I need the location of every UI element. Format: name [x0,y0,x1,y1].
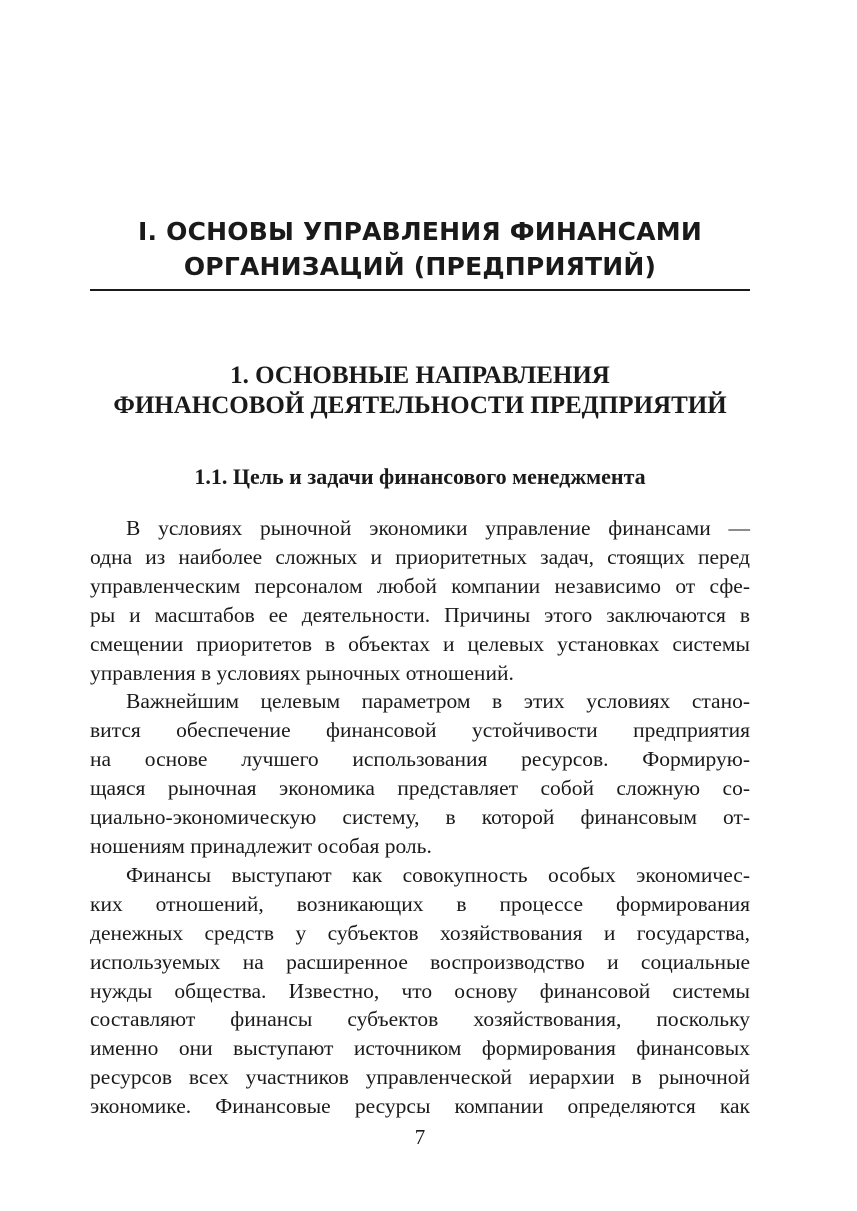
text-line: циально-экономическую систему, в которой финансовым от- [90,805,750,830]
text-line: управленческим персоналом любой компании независимо от сфе- [90,573,750,598]
paragraph-2 [90,687,750,860]
text-line: ношениям принадлежит особая роль. [90,833,432,858]
text-line: денежных средств у субъектов хозяйствования и государства, [90,920,750,945]
text-line: экономике. Финансовые ресурсы компании определяются как [90,1094,750,1119]
text-line: именно они выступают источником формирования финансовых [90,1036,750,1061]
part-title [90,214,750,284]
text-line: щаяся рыночная экономика представляет собой сложную со- [90,776,750,801]
section-title: 1.1. Цель и задачи финансового менеджмента [194,464,646,489]
text-line: ресурсов всех участников управленческой иерархии в рыночной [90,1065,750,1090]
chapter-title [90,361,750,421]
text-line: ких отношений, возникающих в процессе формирования [90,891,750,916]
body-text [90,514,750,1121]
chapter-title-line-2: ФИНАНСОВОЙ ДЕЯТЕЛЬНОСТИ ПРЕДПРИЯТИЙ [113,392,727,419]
text-line: ры и масштабов ее деятельности. Причины этого заключаются в [90,602,750,627]
text-line: нужды общества. Известно, что основу финансовой системы [90,978,750,1003]
text-line: используемых на расширенное воспроизводство и социальные [90,949,750,974]
text-line: Финансы выступают как совокупность особых экономичес- [126,862,750,887]
text-line: смещении приоритетов в объектах и целевых установках системы [90,631,750,656]
text-line: составляют финансы субъектов хозяйствования, поскольку [90,1007,750,1032]
part-title-line-2: ОРГАНИЗАЦИЙ (ПРЕДПРИЯТИЙ) [183,252,657,281]
paragraph-1 [90,514,750,687]
chapter-title-line-1: 1. ОСНОВНЫЕ НАПРАВЛЕНИЯ [230,362,610,389]
text-line: управления в условиях рыночных отношений. [90,660,514,685]
title-divider [90,289,750,291]
text-line: В условиях рыночной экономики управление финансами — [126,516,750,540]
paragraph-3 [90,861,750,1121]
text-line: вится обеспечение финансовой устойчивости предприятия [90,718,750,743]
text-line: на основе лучшего использования ресурсов. Формирую- [90,747,750,772]
text-line: Важнейшим целевым параметром в этих условиях стано- [126,689,750,714]
part-title-line-1: I. ОСНОВЫ УПРАВЛЕНИЯ ФИНАНСАМИ [138,217,702,246]
page-number: 7 [414,1125,426,1149]
text-line: одна из наиболее сложных и приоритетных задач, стоящих перед [90,544,750,569]
